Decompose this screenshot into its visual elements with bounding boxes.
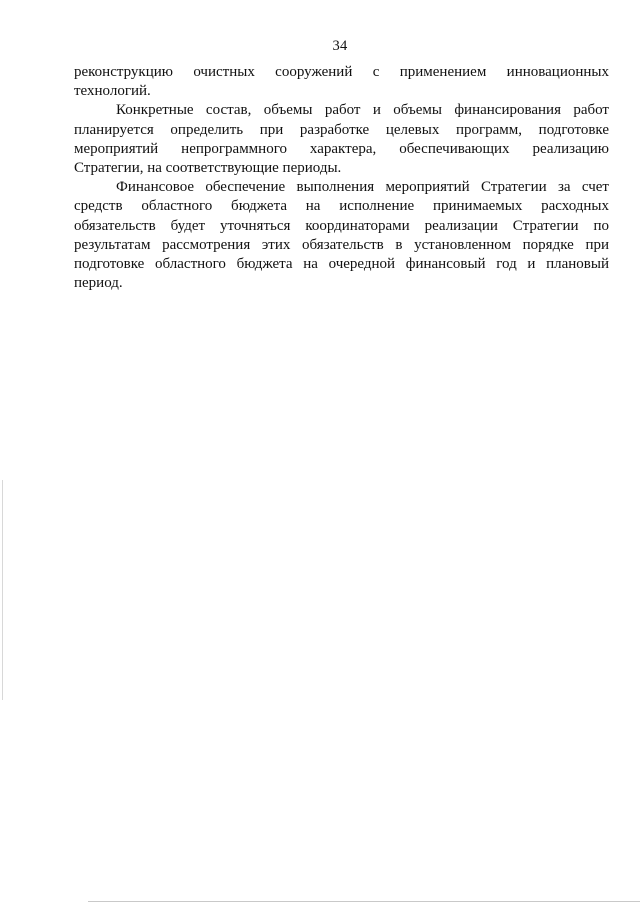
scan-edge-mark [2, 480, 3, 700]
scan-bottom-line [88, 901, 640, 902]
document-body [74, 63, 609, 293]
text-line: подготовке областного бюджета на очередной финансовый год и плановый [74, 256, 609, 273]
text-line: средств областного бюджета на исполнение принимаемых расходных [74, 198, 609, 215]
text-line: технологий. [74, 83, 151, 100]
text-line: Финансовое обеспечение выполнения мероприятий Стратегии за счет [116, 179, 609, 196]
paragraph-1 [74, 63, 609, 101]
paragraph-3 [74, 178, 609, 293]
text-line: период. [74, 275, 123, 292]
text-line: мероприятий непрограммного характера, обеспечивающих реализацию [74, 140, 609, 157]
paragraph-2 [74, 101, 609, 178]
text-line: планируется определить при разработке целевых программ, подготовке [74, 121, 609, 138]
text-line: результатам рассмотрения этих обязательств в установленном порядке при [74, 236, 609, 253]
text-line: обязательств будет уточняться координаторами реализации Стратегии по [74, 217, 609, 234]
page-number: 34 [332, 38, 348, 54]
text-line: Стратегии, на соответствующие периоды. [74, 160, 342, 177]
text-line: Конкретные состав, объемы работ и объемы финансирования работ [116, 102, 609, 119]
text-line: реконструкцию очистных сооружений с применением инновационных [74, 64, 609, 80]
